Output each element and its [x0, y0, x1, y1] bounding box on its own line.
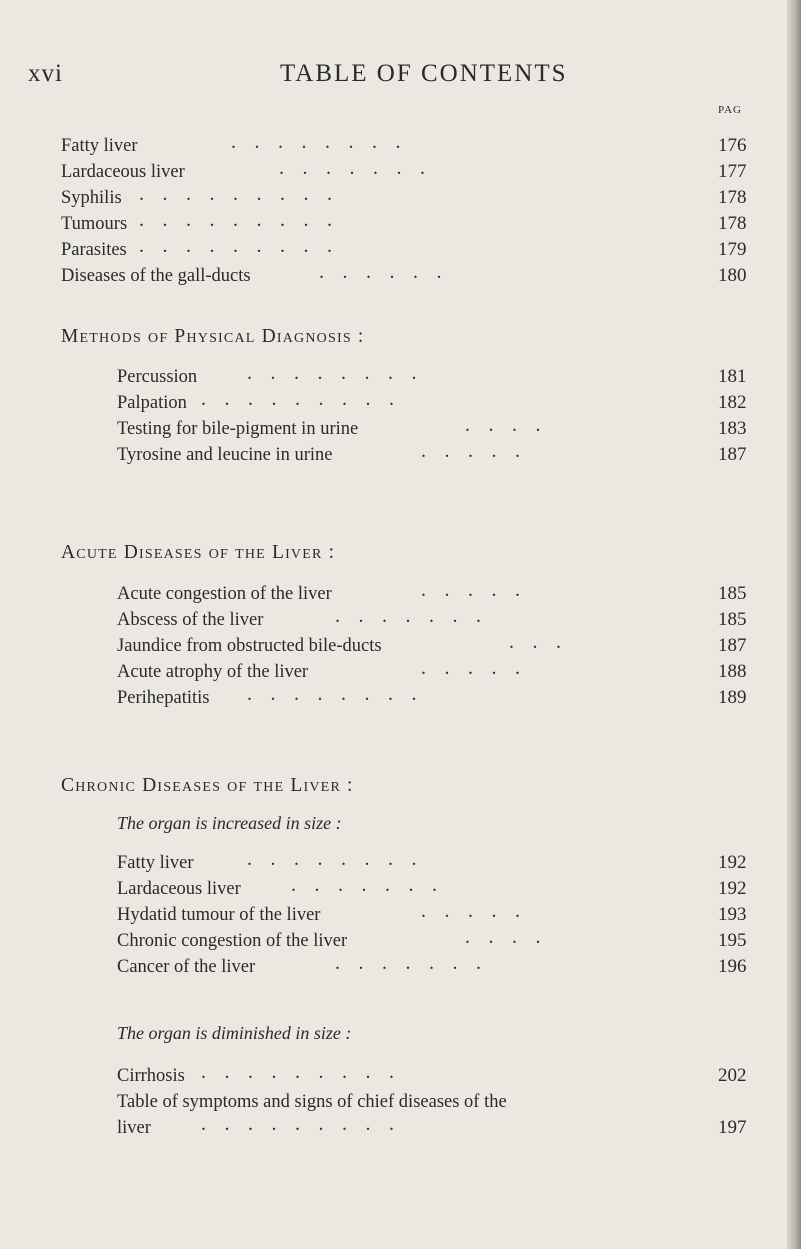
toc-entry-label: Fatty liver — [117, 853, 194, 873]
leader-dots: ......... — [139, 183, 351, 205]
toc-entry-page: 187 — [718, 444, 747, 465]
section-heading: Methods of Physical Diagnosis : — [61, 326, 365, 347]
leader-dots: ... — [509, 631, 580, 653]
leader-dots: ......... — [139, 235, 351, 257]
toc-entry-page: 189 — [718, 687, 747, 708]
toc-entry-label: Diseases of the gall-ducts — [61, 266, 251, 286]
toc-entry-label: Acute atrophy of the liver — [117, 662, 309, 682]
page-edge — [787, 0, 801, 1249]
page-column-label: PAG — [718, 104, 742, 116]
leader-dots: ....... — [279, 157, 444, 179]
leader-dots: ..... — [421, 900, 539, 922]
toc-entry-label: Lardaceous liver — [117, 879, 241, 899]
toc-entry — [117, 1063, 782, 1089]
leader-dots: ....... — [335, 605, 500, 627]
toc-entry-page: 176 — [718, 135, 747, 156]
toc-entry-label: Cirrhosis — [117, 1066, 185, 1086]
toc-entry — [117, 390, 782, 416]
toc-entry — [117, 1115, 782, 1141]
toc-entry — [117, 902, 782, 928]
subsection-heading: The organ is increased in size : — [117, 813, 342, 833]
toc-entry-label: Syphilis — [61, 188, 122, 208]
toc-entry-label: Parasites — [61, 240, 127, 260]
toc-entry-page: 183 — [718, 418, 747, 439]
toc-entry-label: liver — [117, 1118, 151, 1138]
leader-dots: ....... — [335, 952, 500, 974]
leader-dots: .... — [465, 926, 559, 948]
leader-dots: ......... — [201, 1061, 413, 1083]
toc-entry-label: Testing for bile-pigment in urine — [117, 419, 359, 439]
toc-entry-label: Lardaceous liver — [61, 162, 185, 182]
toc-entry-label: Fatty liver — [61, 136, 138, 156]
toc-entry-page: 192 — [718, 852, 747, 873]
subsection-heading: The organ is diminished in size : — [117, 1023, 352, 1043]
toc-entry-label: Hydatid tumour of the liver — [117, 905, 321, 925]
toc-entry-label: Percussion — [117, 367, 198, 387]
toc-entry — [117, 954, 782, 980]
leader-dots: ........ — [247, 362, 435, 384]
toc-entry-page: 192 — [718, 878, 747, 899]
leader-dots: ......... — [201, 1113, 413, 1135]
toc-entry — [61, 263, 781, 289]
leader-dots: ........ — [247, 683, 435, 705]
toc-entry-page: 182 — [718, 392, 747, 413]
toc-entry-label: Jaundice from obstructed bile-ducts — [117, 636, 382, 656]
leader-dots: ........ — [231, 131, 419, 153]
toc-entry-label: Acute congestion of the liver — [117, 584, 332, 604]
toc-entry-label: Tumours — [61, 214, 128, 234]
toc-entry-label: Chronic congestion of the liver — [117, 931, 348, 951]
toc-entry-label: Tyrosine and leucine in urine — [117, 445, 333, 465]
toc-entry-label: Abscess of the liver — [117, 610, 264, 630]
section-heading: Chronic Diseases of the Liver : — [61, 775, 354, 796]
toc-entry-page: 187 — [718, 635, 747, 656]
toc-entry-page: 177 — [718, 161, 747, 182]
page-title: TABLE OF CONTENTS — [280, 60, 568, 87]
toc-entry — [117, 685, 782, 711]
toc-entry-page: 181 — [718, 366, 747, 387]
toc-entry — [117, 659, 782, 685]
toc-entry-label: Cancer of the liver — [117, 957, 256, 977]
toc-entry-label: Table of symptoms and signs of chief diseases of the — [117, 1092, 507, 1112]
toc-entry-label: Perihepatitis — [117, 688, 210, 708]
toc-entry-label: Palpation — [117, 393, 187, 413]
toc-entry-page: 180 — [718, 265, 747, 286]
leader-dots: ...... — [319, 261, 460, 283]
toc-entry-page: 185 — [718, 609, 747, 630]
leader-dots: ..... — [421, 579, 539, 601]
toc-entry-page: 196 — [718, 956, 747, 977]
toc-entry-page: 193 — [718, 904, 747, 925]
page-number: xvi — [28, 60, 63, 87]
leader-dots: ........ — [247, 848, 435, 870]
toc-entry-page: 179 — [718, 239, 747, 260]
leader-dots: ..... — [421, 440, 539, 462]
toc-entry-page: 202 — [718, 1065, 747, 1086]
toc-entry — [117, 442, 782, 468]
running-header — [0, 56, 801, 96]
leader-dots: ......... — [139, 209, 351, 231]
toc-entry-page: 188 — [718, 661, 747, 682]
toc-entry-page: 195 — [718, 930, 747, 951]
leader-dots: .... — [465, 414, 559, 436]
toc-entry-page: 178 — [718, 213, 747, 234]
leader-dots: ......... — [201, 388, 413, 410]
toc-entry-page: 197 — [718, 1117, 747, 1138]
toc-entry — [117, 607, 782, 633]
toc-entry-page: 185 — [718, 583, 747, 604]
toc-entry-page: 178 — [718, 187, 747, 208]
leader-dots: ....... — [291, 874, 456, 896]
section-heading: Acute Diseases of the Liver : — [61, 542, 336, 563]
leader-dots: ..... — [421, 657, 539, 679]
